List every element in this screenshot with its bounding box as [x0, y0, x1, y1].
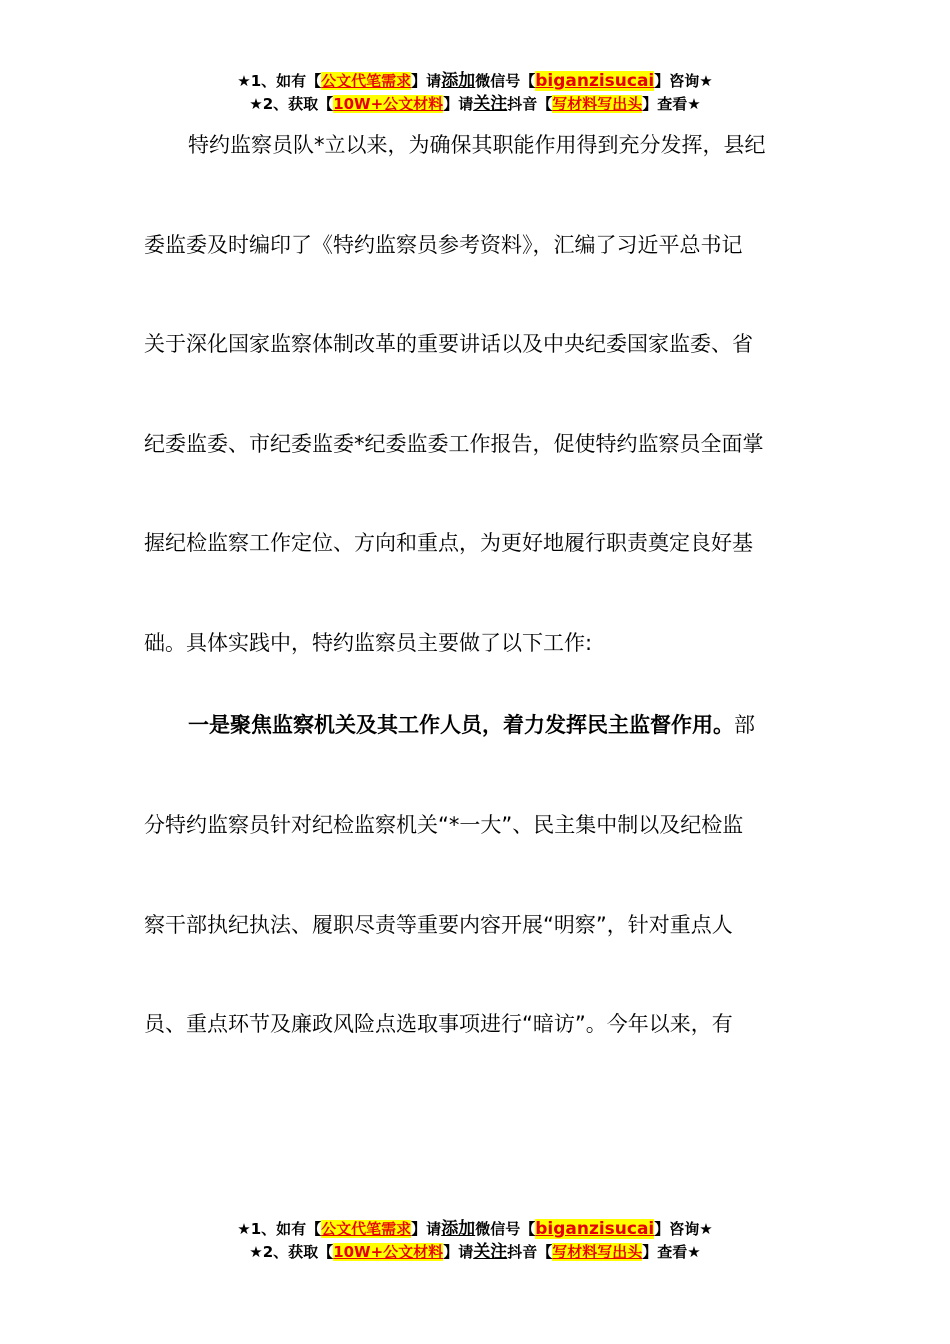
paragraph-line: 员、重点环节及廉政风险点选取事项进行“暗访”。今年以来，有	[144, 1012, 733, 1036]
footer-highlight-service: 公文代笔需求	[321, 1220, 412, 1238]
footer-highlight-materials: 10W+公文材料	[333, 1243, 444, 1261]
footer-banner	[0, 1218, 950, 1264]
paragraph-line: 分特约监察员针对纪检监察机关“*一大”、民主集中制以及纪检监	[144, 813, 744, 837]
footer-line-1: ★1、如有【公文代笔需求】请添加微信号【biganzisucai】咨询★	[237, 1219, 713, 1239]
footer-highlight-wechat: biganzisucai	[535, 1219, 655, 1239]
header-line-2: ★2、获取【10W+公文材料】请关注抖音【写材料写出头】查看★	[249, 94, 701, 114]
paragraph-line: 纪委监委、市纪委监委*纪委监委工作报告，促使特约监察员全面掌	[144, 432, 764, 456]
paragraph-line: 委监委及时编印了《特约监察员参考资料》，汇编了习近平总书记	[144, 233, 743, 257]
header-highlight-materials: 10W+公文材料	[333, 95, 444, 113]
header-line-1: ★1、如有【公文代笔需求】请添加微信号【biganzisucai】咨询★	[237, 71, 713, 91]
header-highlight-douyin: 写材料写出头	[552, 95, 643, 113]
header-highlight-service: 公文代笔需求	[321, 72, 412, 90]
footer-line-2: ★2、获取【10W+公文材料】请关注抖音【写材料写出头】查看★	[249, 1242, 701, 1262]
footer-highlight-douyin: 写材料写出头	[552, 1243, 643, 1261]
section-heading: 一是聚焦监察机关及其工作人员，着力发挥民主监督作用。	[188, 713, 734, 737]
paragraph-line: 握纪检监察工作定位、方向和重点，为更好地履行职责奠定良好基	[144, 531, 753, 555]
paragraph-line: 察干部执纪执法、履职尽责等重要内容开展“明察”，针对重点人	[144, 913, 733, 937]
header-highlight-wechat: biganzisucai	[535, 71, 655, 91]
paragraph-line: 特约监察员队*立以来，为确保其职能作用得到充分发挥，县纪	[188, 133, 766, 157]
paragraph-line-heading: 一是聚焦监察机关及其工作人员，着力发挥民主监督作用。部	[188, 713, 755, 737]
header-banner	[0, 70, 950, 116]
paragraph-line: 础。具体实践中，特约监察员主要做了以下工作:	[144, 631, 593, 655]
paragraph-line: 关于深化国家监察体制改革的重要讲话以及中央纪委国家监委、省	[144, 332, 753, 356]
